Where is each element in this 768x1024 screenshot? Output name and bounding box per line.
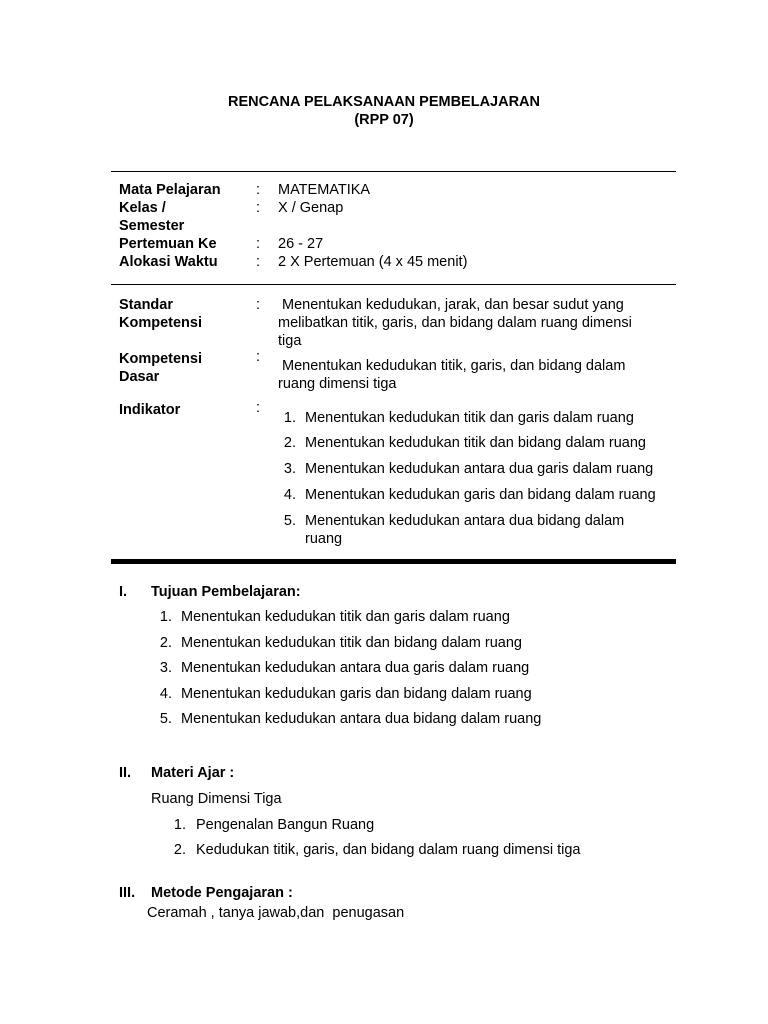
indikator-number: 1. <box>283 410 296 426</box>
standar-kompetensi-label-2: Kompetensi <box>119 315 202 331</box>
mata-pelajaran-label: Mata Pelajaran <box>119 182 221 198</box>
materi-item: Kedudukan titik, garis, dan bidang dalam ruang dimensi tiga <box>196 842 581 858</box>
kompetensi-dasar-label-2: Dasar <box>119 369 160 385</box>
tujuan-item: Menentukan kedudukan antara dua bidang dalam ruang <box>181 711 542 727</box>
semester-label: Semester <box>119 218 185 234</box>
indikator-item: Menentukan kedudukan titik dan garis dalam ruang <box>305 410 634 426</box>
top-divider <box>111 171 676 172</box>
colon: : <box>256 182 261 198</box>
indikator-item: Menentukan kedudukan titik dan bidang dalam ruang <box>305 435 646 451</box>
indikator-number: 5. <box>283 513 296 529</box>
indikator-number: 3. <box>283 461 296 477</box>
colon: : <box>256 236 261 252</box>
standar-kompetensi-value: Menentukan kedudukan, jarak, dan besar sudut yang <box>278 297 624 313</box>
colon: : <box>256 349 261 365</box>
indikator-number: 4. <box>283 487 296 503</box>
standar-kompetensi-value-3: tiga <box>278 333 302 349</box>
kompetensi-dasar-value-2: ruang dimensi tiga <box>278 376 397 392</box>
tujuan-number: 5. <box>159 711 172 727</box>
tujuan-item: Menentukan kedudukan antara dua garis dalam ruang <box>181 660 530 676</box>
indikator-item: Menentukan kedudukan garis dan bidang dalam ruang <box>305 487 656 503</box>
pertemuan-value: 26 - 27 <box>278 236 324 252</box>
tujuan-number: 4. <box>159 686 172 702</box>
materi-item: Pengenalan Bangun Ruang <box>196 817 375 833</box>
indikator-item: Menentukan kedudukan antara dua garis dalam ruang <box>305 461 654 477</box>
kelas-value: X / Genap <box>278 200 344 216</box>
section-divider-thick <box>111 559 676 564</box>
tujuan-number: 3. <box>159 660 172 676</box>
metode-pengajaran-heading: Metode Pengajaran : <box>151 885 293 901</box>
indikator-label: Indikator <box>119 402 181 418</box>
colon: : <box>256 200 261 216</box>
metode-pengajaran-text: Ceramah , tanya jawab,dan penugasan <box>147 905 405 921</box>
colon: : <box>256 254 261 270</box>
middle-divider <box>111 284 676 285</box>
document-title: RENCANA PELAKSANAAN PEMBELAJARAN <box>227 94 541 110</box>
pertemuan-label: Pertemuan Ke <box>119 236 217 252</box>
alokasi-waktu-value: 2 X Pertemuan (4 x 45 menit) <box>278 254 468 270</box>
alokasi-waktu-label: Alokasi Waktu <box>119 254 218 270</box>
standar-kompetensi-value-2: melibatkan titik, garis, dan bidang dalam ruang dimensi <box>278 315 632 331</box>
tujuan-item: Menentukan kedudukan garis dan bidang dalam ruang <box>181 686 532 702</box>
kompetensi-dasar-label: Kompetensi <box>119 351 202 367</box>
materi-number: 1. <box>173 817 186 833</box>
tujuan-pembelajaran-heading: Tujuan Pembelajaran: <box>151 584 301 600</box>
section-numeral: I. <box>119 584 128 600</box>
document-subtitle: (RPP 07) <box>354 112 414 128</box>
tujuan-item: Menentukan kedudukan titik dan bidang dalam ruang <box>181 635 522 651</box>
section-numeral: II. <box>119 765 132 781</box>
colon: : <box>256 297 261 313</box>
indikator-item: Menentukan kedudukan antara dua bidang dalam <box>305 513 625 529</box>
tujuan-number: 1. <box>159 609 172 625</box>
tujuan-number: 2. <box>159 635 172 651</box>
colon: : <box>256 400 261 416</box>
section-numeral: III. <box>119 885 136 901</box>
mata-pelajaran-value: MATEMATIKA <box>278 182 371 198</box>
materi-number: 2. <box>173 842 186 858</box>
materi-ajar-heading: Materi Ajar : <box>151 765 235 781</box>
materi-ajar-intro: Ruang Dimensi Tiga <box>151 791 282 807</box>
kelas-label: Kelas / <box>119 200 166 216</box>
indikator-number: 2. <box>283 435 296 451</box>
kompetensi-dasar-value: Menentukan kedudukan titik, garis, dan bidang dalam <box>278 358 626 374</box>
tujuan-item: Menentukan kedudukan titik dan garis dalam ruang <box>181 609 510 625</box>
indikator-item-continued: ruang <box>305 531 343 547</box>
standar-kompetensi-label: Standar <box>119 297 173 313</box>
